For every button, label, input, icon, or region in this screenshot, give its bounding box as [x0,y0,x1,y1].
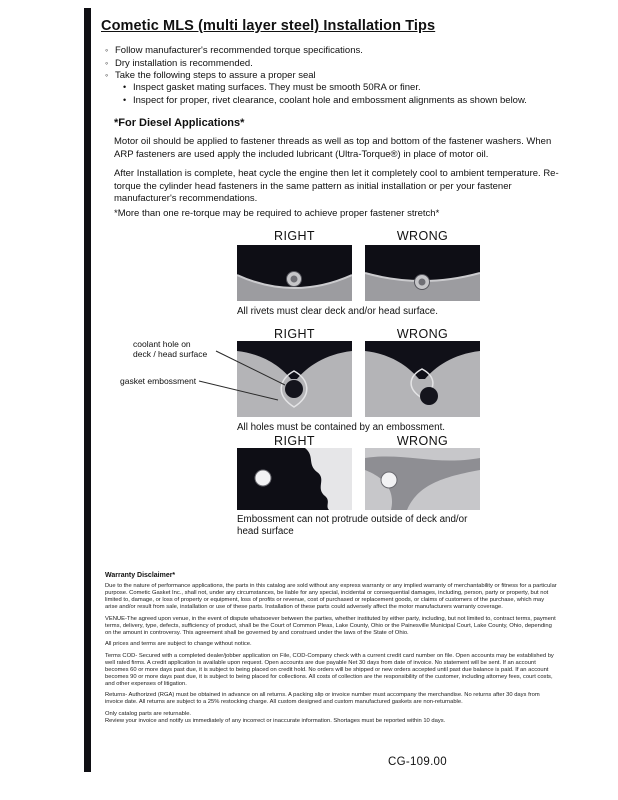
wrong-label: WRONG [396,434,449,448]
warranty-paragraph: Terms COD- Secured with a completed dealer/jobber application on File, COD-Company check with a current credit card number on file. Open accounts may be established by well rated firms. A credit application is available upon request. Open accounts are due payable Net 30 days from date of invoice. No statement will be sent. If an account becomes 60 or more days past due, it is subject to being placed on credit hold. No orders will be shipped or new orders accepted until past due balance is paid. If an account becomes 90 or more days past due, it is subject to being placed for collections. All costs of collection are the responsibility of the customer, including attorney fees, court costs, and other expenses of litigation. [105,652,554,687]
warranty-heading: Warranty Disclaimer* [105,572,176,579]
warranty-paragraph: Review your invoice and notify us immediately of any incorrect or inaccurate information. Shortages must be reported within 10 days. [105,718,446,724]
open-bullet-icon: ◦ [105,45,109,55]
right-label: RIGHT [274,434,315,448]
filled-bullet-icon: • [123,94,127,105]
row2-caption: All holes must be contained by an embossment. [237,422,446,433]
warranty-paragraph: All prices and terms are subject to change without notice. [105,641,252,647]
callout-line-2: deck / head surface [133,349,208,359]
warranty-section [105,572,557,730]
diagram-hole-wrong [365,341,480,417]
coolant-hole-pointer [216,351,285,385]
coolant-hole [420,387,438,405]
warranty-paragraph: Returns- Authorized (RGA) must be obtained in advance on all returns. A packing slip or invoice number must accompany the merchandise. No returns after 30 days from invoice date. All returns are subject to a 25% restocking charge. All custom designed and custom manufactured gaskets are non-returnable. [105,692,540,705]
diagram-embossment-right [237,448,352,510]
right-label: RIGHT [274,229,315,243]
left-border-bar [84,8,91,772]
open-bullet-icon: ◦ [105,57,109,68]
rivet-center [419,279,426,286]
tip-item [105,45,363,57]
tip-item [105,70,316,82]
diesel-heading: *For Diesel Applications* [114,117,245,129]
tip-text: Inspect gasket mating surfaces. They must be smooth 50RA or finer. [133,82,421,93]
callout-pointer-lines [100,335,360,435]
wrong-label: WRONG [396,327,449,341]
bolt-hole [255,470,271,486]
tip-item [105,58,253,70]
filled-bullet-icon: • [123,82,127,92]
diesel-paragraph-1: Motor oil should be applied to fastener threads as well as top and bottom of the fastener washers. When ARP fasteners are used apply the included lubricant (Ultra-Torque®) in place of motor oil. [114,136,552,160]
tip-text: Dry installation is recommended. [115,57,253,69]
right-label: RIGHT [274,327,315,341]
tip-sub-item [123,82,421,94]
open-bullet-icon: ◦ [105,70,109,80]
embossment-pointer [199,381,278,400]
diagram-rivet-wrong [365,245,480,301]
diesel-paragraph-2: After Installation is complete, heat cycle the engine then let it completely cool to ambient temperature. Re-torque the cylinder head fasteners in the same pattern as initial installation or per your fastener manufacturer's recommendations. [114,168,559,204]
tip-text: Inspect for proper, rivet clearance, coolant hole and embossment alignments as shown below. [133,94,527,106]
diagram-embossment-wrong [365,448,480,510]
wrong-label: WRONG [396,229,449,243]
callout-line-1: coolant hole on [133,339,191,349]
tip-text: Take the following steps to assure a proper seal [115,70,316,81]
rivet-center [291,276,298,283]
retorque-note: *More than one re-torque may be required to achieve proper fastener stretch* [114,208,440,219]
tip-text: Follow manufacturer's recommended torque specifications. [115,45,363,56]
embossment-callout: gasket embossment [120,376,197,386]
tip-sub-item [123,95,527,107]
row1-caption: All rivets must clear deck and/or head surface. [237,306,438,317]
warranty-paragraph: VENUE-The agreed upon venue, in the event of dispute whatsoever between the parties, whether instituted by either party, including, but not limited to, contract terms, payment terms, delivery, type, defects, sufficiency of product, shall be the Court of Common Pleas, Lake County, Ohio or the Painesville Municipal Court, Lake County, Ohio, depending on the amount in controversy. This agreement shall be governed by and construed under the laws of the State of Ohio. [105,615,556,636]
page-number: CG-109.00 [388,756,447,768]
page-title: Cometic MLS (multi layer steel) Installation Tips [101,18,436,34]
row3-caption: Embossment can not protrude outside of deck and/or head surface [237,514,468,537]
bolt-hole [381,472,397,488]
warranty-paragraph: Only catalog parts are returnable. [105,710,192,717]
diagram-rivet-right [237,245,352,301]
warranty-paragraph: Due to the nature of performance applications, the parts in this catalog are sold without any express warranty or any implied warranty of merchantability or fitness for a particular purpose. Cometic Gasket Inc., shall not, under any circumstances, be liable for any special, incidental or consequential damages, including, person, party or property, but not limited to, damage, or loss of property or equipment, loss of profits or revenue, cost of purchased or replacement goods, or claims of customers of the purchase, which may arise and/or result from sale, installation or use of these parts. Installation of these parts could adversely affect the motor manufacturers warranty coverage. [105,583,557,610]
